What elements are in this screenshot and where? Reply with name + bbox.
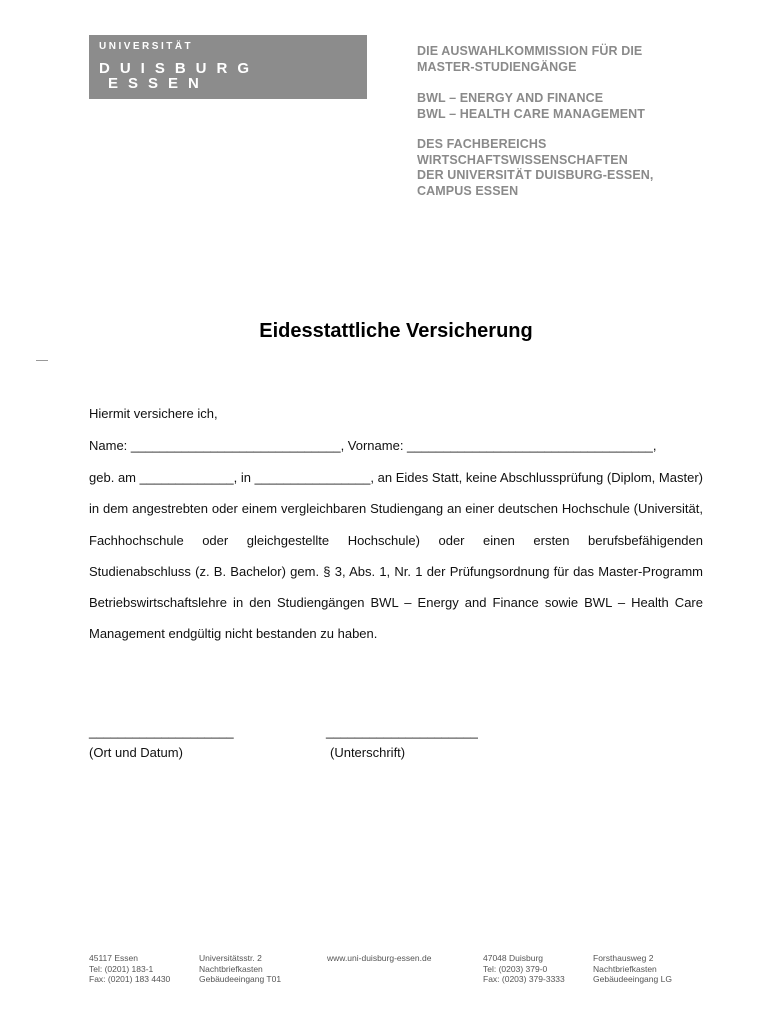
fold-mark [36,360,48,361]
intro-text: Hiermit versichere ich, [89,406,218,421]
footer-duisburg-address: Forsthausweg 2 Nachtbriefkasten Gebäudeeingang LG [593,953,672,984]
signature-line[interactable]: _____________________ [326,724,478,739]
logo-line-universitaet: UNIVERSITÄT [99,41,194,52]
name-field-line[interactable]: Name: _____________________________, Vorname: __________________________________, [89,438,657,453]
footer-website: www.uni-duisburg-essen.de [327,953,432,963]
footer-essen-contact: 45117 Essen Tel: (0201) 183-1 Fax: (0201) 183 4430 [89,953,171,984]
recipient-programs: BWL – ENERGY AND FINANCE BWL – HEALTH CARE MANAGEMENT [417,91,646,121]
place-date-line[interactable]: ____________________ [89,724,234,739]
declaration-text: geb. am _____________, in ________________, an Eides Statt, keine Abschlussprüfung (Diplom, Master) in dem angestrebten oder einem vergleichbaren Studiengang an einer deutschen Hochschule (Universität, Fachhochschule oder gleichgestellte Hochschule) oder einen ersten berufsbefähigenden Studienabschluss (z. B. Bachelor) gem. § 3, Abs. 1, Nr. 1 der Prüfungsordnung für das Master-Programm Betriebswirtschaftslehre in den Studiengängen BWL – Energy and Finance sowie BWL – Health Care Management endgültig nicht bestanden zu haben. [89,470,703,642]
footer-essen-address: Universitätsstr. 2 Nachtbriefkasten Gebäudeeingang T01 [199,953,282,984]
recipient-commission: DIE AUSWAHLKOMMISSION FÜR DIE MASTER-STUDIENGÄNGE [417,44,643,74]
recipient-faculty: DES FACHBEREICHS WIRTSCHAFTSWISSENSCHAFTEN DER UNIVERSITÄT DUISBURG-ESSEN, CAMPUS ESSEN [417,137,654,198]
document-title: Eidesstattliche Versicherung [259,320,533,342]
logo-line-duisburg: DUISBURG [99,60,260,77]
university-logo [89,35,367,99]
footer-duisburg-contact: 47048 Duisburg Tel: (0203) 379-0 Fax: (0203) 379-3333 [483,953,565,984]
logo-line-essen: ESSEN [108,75,209,92]
signature-label: (Unterschrift) [330,745,406,760]
place-date-label: (Ort und Datum) [89,745,183,760]
